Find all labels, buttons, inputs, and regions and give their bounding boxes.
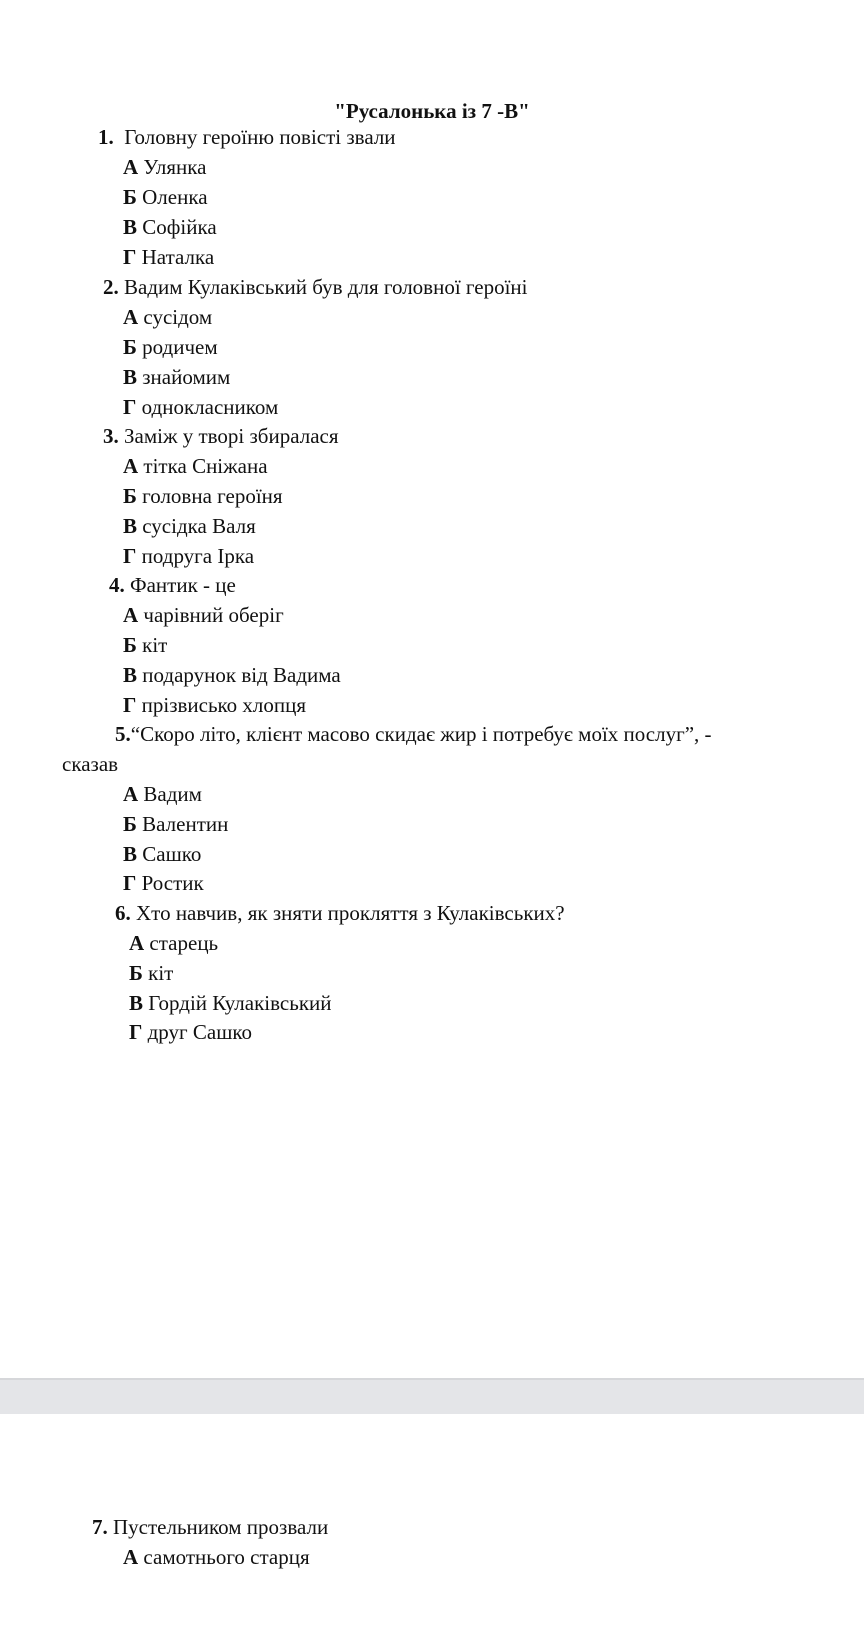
question-number: 7.: [92, 1515, 108, 1539]
question-4-option-a: А чарівний оберіг: [123, 603, 284, 627]
page-separator: [0, 1378, 864, 1414]
question-2-option-b: Б родичем: [123, 335, 218, 359]
question-2: [103, 272, 527, 302]
question-4-option-h: Г прізвисько хлопця: [123, 693, 307, 717]
question-5-text-continuation: сказав: [62, 752, 119, 776]
question-number: 1.: [98, 125, 114, 149]
question-text: Фантик - це: [130, 573, 236, 597]
question-text: Головну героїню повісті звали: [124, 125, 396, 149]
question-text: Вадим Кулаківський був для головної героїні: [124, 275, 528, 299]
question-4: [109, 570, 236, 600]
question-number: 4.: [109, 573, 125, 597]
question-3-option-v: В сусідка Валя: [123, 514, 256, 538]
question-text: “Скоро літо, клієнт масово скидає жир і потребує моїх послуг”, -: [130, 722, 712, 746]
document-page-2: [0, 1414, 864, 1631]
question-5-option-a: А Вадим: [123, 782, 202, 806]
question-6: [115, 898, 565, 928]
question-7: [92, 1512, 328, 1542]
question-1-option-a: А Улянка: [123, 155, 207, 179]
question-4-option-v: В подарунок від Вадима: [123, 663, 341, 687]
question-text: Пустельником прозвали: [113, 1515, 329, 1539]
question-2-option-h: Г однокласником: [123, 395, 279, 419]
question-number: 3.: [103, 424, 119, 448]
question-1-option-h: Г Наталка: [123, 245, 215, 269]
question-6-option-h: Г друг Сашко: [129, 1020, 253, 1044]
question-5-option-v: В Сашко: [123, 842, 202, 866]
question-2-option-v: В знайомим: [123, 365, 231, 389]
question-1-option-v: В Софійка: [123, 215, 217, 239]
question-5-option-b: Б Валентин: [123, 812, 229, 836]
question-3-option-b: Б головна героїня: [123, 484, 283, 508]
question-6-option-b: Б кіт: [129, 961, 174, 985]
question-6-option-v: В Гордій Кулаківський: [129, 991, 332, 1015]
question-3-option-a: А тітка Сніжана: [123, 454, 268, 478]
question-5-option-h: Г Ростик: [123, 871, 204, 895]
question-number: 6.: [115, 901, 131, 925]
question-5: [115, 719, 712, 749]
question-4-option-b: Б кіт: [123, 633, 168, 657]
question-text: Хто навчив, як зняти прокляття з Кулаківських?: [136, 901, 565, 925]
question-text: Заміж у творі збиралася: [124, 424, 339, 448]
question-number: 2.: [103, 275, 119, 299]
question-2-option-a: А сусідом: [123, 305, 213, 329]
question-7-option-a: А самотнього старця: [123, 1545, 310, 1569]
question-1-option-b: Б Оленка: [123, 185, 208, 209]
document-title: "Русалонька із 7 -В": [334, 99, 530, 123]
question-3-option-h: Г подруга Ірка: [123, 544, 255, 568]
question-6-option-a: А старець: [129, 931, 219, 955]
question-3: [103, 421, 339, 451]
question-1: [98, 122, 396, 152]
question-number: 5.: [115, 722, 131, 746]
